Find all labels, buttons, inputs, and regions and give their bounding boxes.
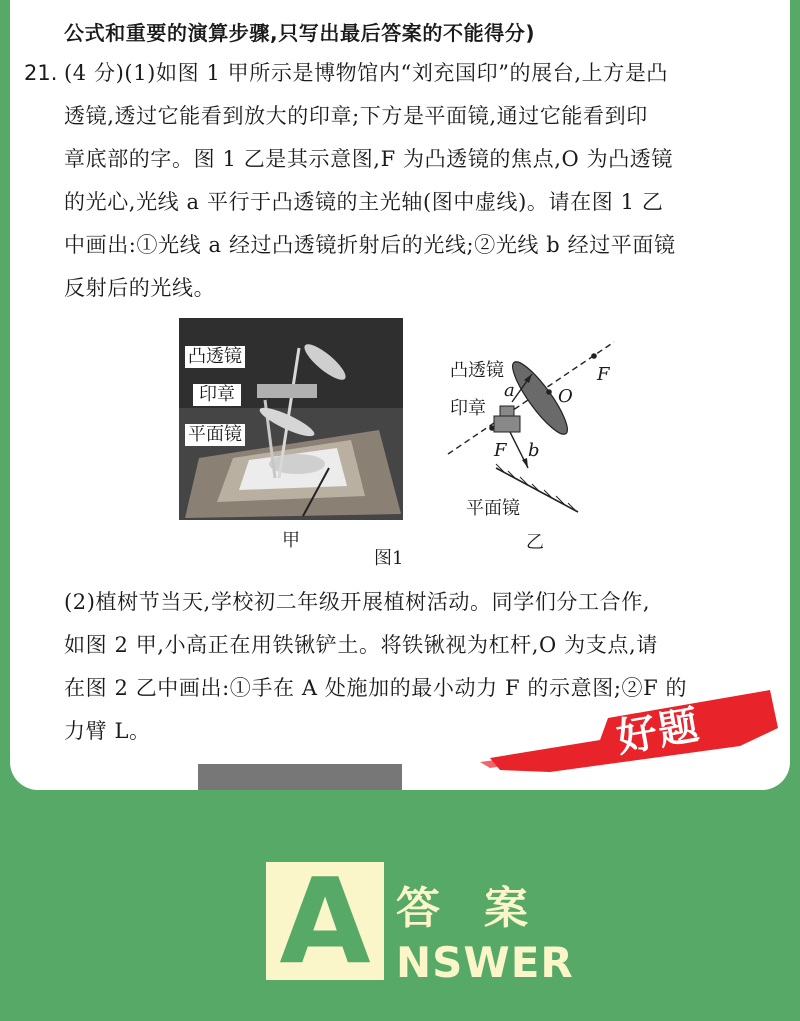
question-line: (4 分)(1)如图 1 甲所示是博物馆内“刘充国印”的展台,上方是凸 [64, 61, 669, 85]
photo-label-mirror: 平面镜 [185, 424, 245, 446]
photo-label-lens: 凸透镜 [185, 346, 245, 368]
question-part2-line: 在图 2 乙中画出:①手在 A 处施加的最小动力 F 的示意图;②F 的 [64, 676, 688, 700]
question-card [10, 0, 790, 790]
question-part2-line: 力臂 L。 [64, 719, 151, 743]
figure2-photo-partial [198, 764, 402, 790]
question-line: 中画出:①光线 a 经过凸透镜折射后的光线;②光线 b 经过平面镜 [64, 233, 676, 257]
exhibit-photo [179, 318, 403, 520]
diagram-label-seal: 印章 [450, 398, 486, 419]
diagram-label-mirror: 平面镜 [466, 498, 520, 519]
answer-letter: A [279, 852, 371, 990]
answer-cn-title: 答案 [396, 883, 572, 934]
figure-caption: 图1 [374, 548, 404, 569]
question-part2-line: (2)植树节当天,学校初二年级开展植树活动。同学们分工合作, [64, 590, 651, 614]
question-line: 章底部的字。图 1 乙是其示意图,F 为凸透镜的焦点,O 为凸透镜 [64, 147, 673, 171]
answer-en-title: NSWER [396, 938, 574, 987]
question-line: 透镜,透过它能看到放大的印章;下方是平面镜,通过它能看到印 [64, 104, 648, 128]
question-number: 21. [24, 61, 58, 85]
diagram-label-b: b [528, 440, 540, 461]
photo-caption: 甲 [282, 530, 300, 551]
stamp-text: 好题 [613, 702, 704, 762]
question-part2-line: 如图 2 甲,小高正在用铁锹铲土。将铁锹视为杠杆,O 为支点,请 [64, 633, 658, 657]
diagram-caption: 乙 [526, 532, 544, 553]
question-intro: 公式和重要的演算步骤,只写出最后答案的不能得分) [64, 21, 536, 45]
photo-label-seal: 印章 [193, 384, 241, 406]
optical-center-point [546, 389, 552, 395]
diagram-label-lens: 凸透镜 [450, 360, 504, 381]
seal-body [494, 416, 520, 432]
question-line: 的光心,光线 a 平行于凸透镜的主光轴(图中虚线)。请在图 1 乙 [64, 190, 664, 214]
diagram-label-f-top: F [597, 364, 610, 385]
diagram-label-a: a [504, 380, 515, 401]
question-line: 反射后的光线。 [64, 276, 216, 300]
focus-point-top [591, 353, 597, 359]
diagram-label-o: O [558, 386, 573, 407]
diagram-label-f-bottom: F [494, 440, 507, 461]
